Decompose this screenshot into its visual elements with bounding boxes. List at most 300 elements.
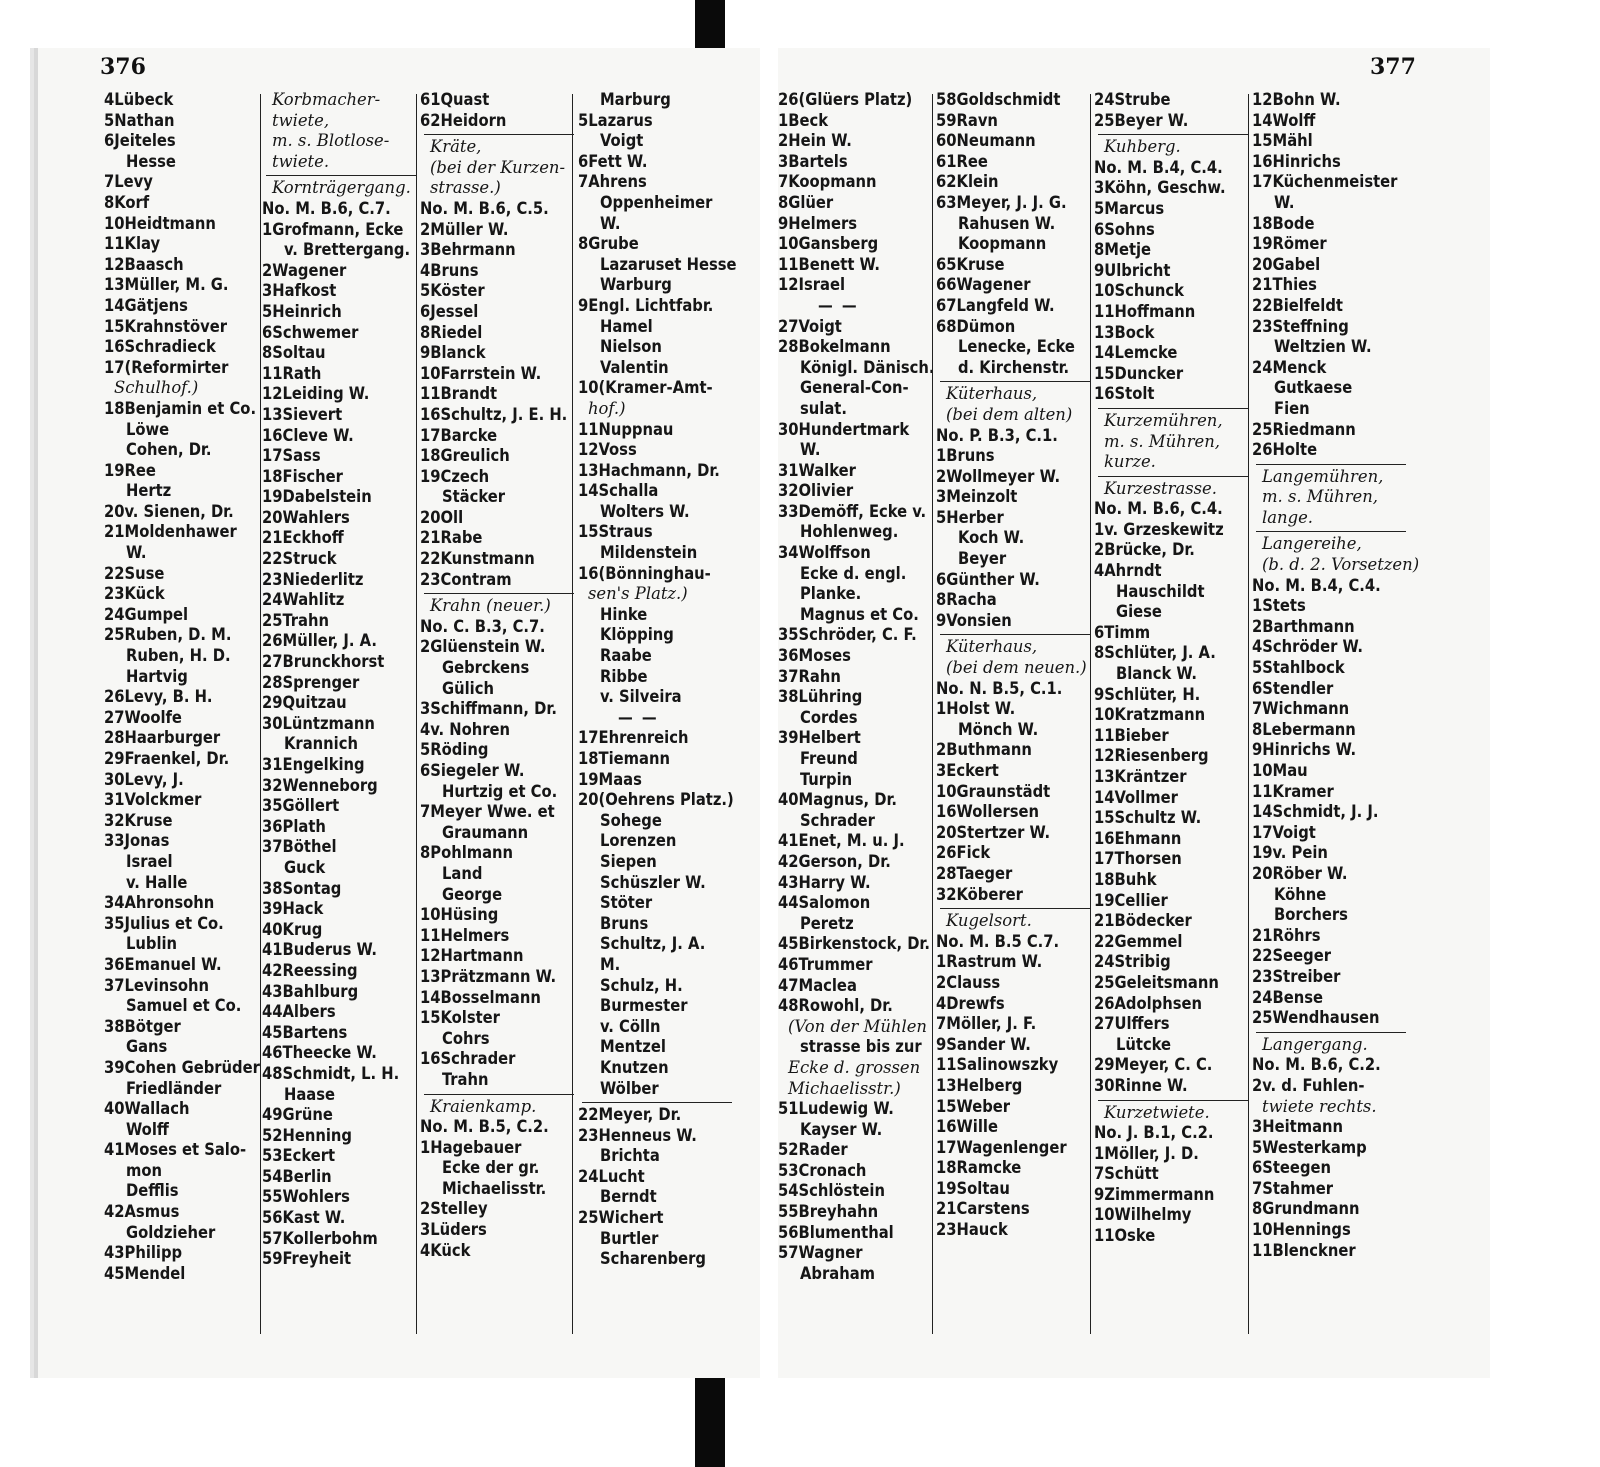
directory-entry: Schulz, H. <box>600 975 683 995</box>
section-rule <box>1256 464 1406 465</box>
directory-entry: 8Grube <box>578 234 639 254</box>
directory-entry: Stäcker <box>442 487 506 507</box>
directory-entry: 48Rowohl, Dr. <box>778 996 893 1016</box>
directory-entry: 34Ahronsohn <box>104 893 215 913</box>
directory-entry: Kurzestrasse. <box>1104 478 1217 498</box>
directory-entry: 9Engl. Lichtfabr. <box>578 295 714 315</box>
directory-entry: 28Taeger <box>936 863 1013 883</box>
directory-entry: No. C. B.3, C.7. <box>420 616 545 636</box>
directory-entry: 7Möller, J. F. <box>936 1014 1037 1034</box>
directory-entry: Cohen, Dr. <box>126 440 212 460</box>
directory-entry: (b. d. 2. Vorsetzen) <box>1262 555 1420 575</box>
directory-entry: 17Barcke <box>420 425 498 445</box>
directory-entry: Korbmacher- <box>272 90 381 109</box>
directory-entry: — — <box>818 295 859 315</box>
left-page <box>38 48 760 1378</box>
directory-entry: 3Eckert <box>936 761 999 780</box>
directory-entry: 7Meyer Wwe. et <box>420 802 555 822</box>
directory-entry: 11Nuppnau <box>578 419 674 439</box>
directory-entry: 2Brücke, Dr. <box>1094 540 1195 560</box>
directory-entry: 5Westerkamp <box>1252 1137 1367 1157</box>
directory-entry: Weltzien W. <box>1274 337 1372 357</box>
directory-entry: 7Koopmann <box>778 172 877 192</box>
directory-entry: 19Dabelstein <box>262 487 372 507</box>
directory-entry: 4Lübeck <box>104 90 174 109</box>
directory-entry: 27Voigt <box>778 316 842 336</box>
directory-entry: 42Reessing <box>262 960 358 980</box>
directory-entry: 17Küchenmeister <box>1252 172 1398 192</box>
directory-entry: M. <box>600 954 621 974</box>
directory-entry: Hertz <box>126 481 172 501</box>
directory-entry: 29Fraenkel, Dr. <box>104 749 230 768</box>
directory-entry: 25Beyer W. <box>1094 110 1189 130</box>
column-divider <box>260 94 261 1334</box>
directory-entry: 4v. Nohren <box>420 719 511 739</box>
directory-entry: Lenecke, Ecke <box>958 337 1075 357</box>
directory-entry: 45Mendel <box>104 1263 186 1283</box>
column-divider <box>1248 94 1249 1334</box>
directory-entry: 7Levy <box>104 172 153 192</box>
directory-entry: Klöpping <box>600 625 674 645</box>
directory-entry: Warburg <box>600 275 672 295</box>
directory-entry: 1Bruns <box>936 446 995 466</box>
directory-entry: 3Bartels <box>778 151 848 171</box>
directory-entry: 54Berlin <box>262 1166 332 1186</box>
directory-entry: 41Moses et Salo- <box>104 1140 247 1160</box>
directory-entry: 23Steffning <box>1252 316 1349 336</box>
directory-entry: 4Kück <box>420 1240 471 1260</box>
directory-entry: 46Theecke W. <box>262 1043 377 1063</box>
directory-entry: 4Bruns <box>420 260 479 280</box>
directory-entry: 4Drewfs <box>936 993 1005 1013</box>
directory-entry: 17Ehrenreich <box>578 728 689 748</box>
directory-entry: Schüszler W. <box>600 872 706 892</box>
directory-entry: 16Schradieck <box>104 337 216 357</box>
directory-entry: 9Helmers <box>778 213 858 233</box>
section-rule <box>424 593 574 594</box>
directory-entry: 13Kräntzer <box>1094 767 1187 786</box>
directory-entry: 5Herber <box>936 507 1004 527</box>
directory-entry: 13Bock <box>1094 322 1155 342</box>
directory-entry: 41Enet, M. u. J. <box>778 831 905 851</box>
directory-entry: Trahn <box>442 1069 489 1089</box>
directory-entry: 22Struck <box>262 549 337 569</box>
right-column-4 <box>1252 90 1419 1261</box>
directory-entry: 67Langfeld W. <box>936 295 1055 315</box>
directory-entry: 57Wagner <box>778 1243 863 1263</box>
directory-entry: 65Kruse <box>936 254 1005 274</box>
directory-entry: Blanck W. <box>1116 664 1197 684</box>
right-column-1 <box>778 90 935 1284</box>
directory-entry: m. s. Mühren, <box>1104 431 1220 451</box>
directory-entry: 24Lucht <box>578 1166 645 1186</box>
left-column-3 <box>420 90 574 1261</box>
directory-entry: 35Göllert <box>262 796 340 816</box>
directory-entry: Mildenstein <box>600 543 698 563</box>
directory-entry: Königl. Dänisch. <box>800 357 935 377</box>
directory-entry: Burtler <box>600 1228 659 1248</box>
directory-entry: No. M. B.6, C.7. <box>262 198 391 218</box>
directory-entry: 44Salomon <box>778 893 871 913</box>
directory-entry: Hamel <box>600 316 653 336</box>
directory-entry: 21Röhrs <box>1252 925 1321 945</box>
directory-entry: Brichta <box>600 1146 660 1166</box>
directory-entry: Knutzen <box>600 1057 669 1077</box>
directory-entry: 6Schwemer <box>262 322 359 342</box>
left-column-2 <box>262 90 416 1270</box>
directory-entry: 2Wagener <box>262 260 347 280</box>
directory-entry: 15Mähl <box>1252 131 1313 151</box>
directory-entry: 23Hauck <box>936 1220 1008 1240</box>
directory-entry: 6Stendler <box>1252 678 1334 698</box>
directory-entry: strasse.) <box>430 178 501 198</box>
directory-entry: Langereihe, <box>1262 534 1362 554</box>
directory-entry: 15Weber <box>936 1096 1011 1116</box>
directory-entry: No. M. B.6, C.2. <box>1252 1055 1381 1075</box>
column-divider <box>932 94 933 1334</box>
directory-entry: hof.) <box>588 398 626 418</box>
directory-entry: 16Ehmann <box>1094 828 1182 848</box>
directory-entry: 2Buthmann <box>936 740 1032 760</box>
directory-entry: 19Cellier <box>1094 890 1168 910</box>
section-rule <box>424 134 574 135</box>
directory-entry: Fien <box>1274 398 1310 418</box>
directory-entry: 6Fett W. <box>578 151 648 171</box>
directory-entry: 33Jonas <box>104 831 170 851</box>
directory-entry: 11Klay <box>104 234 161 254</box>
directory-entry: 8Grundmann <box>1252 1199 1360 1219</box>
directory-entry: 18Ramcke <box>936 1158 1022 1178</box>
directory-entry: 11Kramer <box>1252 781 1334 801</box>
directory-entry: 24Menck <box>1252 357 1327 377</box>
directory-entry: 37Rahn <box>778 666 841 686</box>
directory-entry: Köhne <box>1274 884 1327 904</box>
directory-entry: Israel <box>126 851 173 871</box>
directory-entry: 16Wollersen <box>936 802 1040 822</box>
directory-entry: 13Prätzmann W. <box>420 966 557 986</box>
directory-entry: 13Helberg <box>936 1075 1023 1095</box>
directory-entry: 26Müller, J. A. <box>262 631 377 651</box>
directory-entry: Gebrckens <box>442 658 530 678</box>
directory-entry: 20Wahlers <box>262 507 350 527</box>
directory-entry: 3Lüders <box>420 1220 487 1240</box>
directory-entry: 14Schmidt, J. J. <box>1252 802 1379 822</box>
directory-entry: 45Bartens <box>262 1022 348 1042</box>
column-divider <box>1090 94 1091 1334</box>
directory-entry: 11Bieber <box>1094 725 1169 745</box>
page-number-right: 377 <box>1370 54 1416 80</box>
directory-entry: 1Möller, J. D. <box>1094 1143 1199 1163</box>
directory-entry: 16Schrader <box>420 1049 516 1069</box>
directory-entry: 11Rath <box>262 363 322 383</box>
directory-entry: 60Neumann <box>936 131 1036 151</box>
directory-entry: 6Jeiteles <box>104 131 176 151</box>
directory-entry: 39Hack <box>262 899 324 919</box>
directory-entry: 9Zimmermann <box>1094 1184 1215 1204</box>
directory-entry: Ruben, H. D. <box>126 646 231 666</box>
directory-entry: 15Krahnstöver <box>104 316 228 336</box>
directory-entry: mon <box>126 1160 162 1180</box>
directory-entry: 3Köhn, Geschw. <box>1094 178 1226 198</box>
directory-entry: 31Engelking <box>262 755 365 774</box>
directory-entry: 37Levinsohn <box>104 975 209 995</box>
directory-entry: 40Magnus, Dr. <box>778 790 897 810</box>
directory-entry: m. s. Mühren, <box>1262 487 1378 507</box>
directory-entry: Planke. <box>800 584 862 604</box>
directory-entry: 9Ulbricht <box>1094 260 1171 280</box>
directory-entry: 41Buderus W. <box>262 940 378 960</box>
directory-entry: 8Racha <box>936 590 997 610</box>
directory-entry: 62Heidorn <box>420 110 507 130</box>
section-rule <box>266 175 416 176</box>
directory-entry: 11Brandt <box>420 384 498 404</box>
directory-entry: 5Röding <box>420 740 489 760</box>
directory-entry: 2Stelley <box>420 1199 488 1219</box>
directory-entry: Lublin <box>126 934 178 954</box>
directory-entry: (bei dem alten) <box>946 404 1073 424</box>
directory-entry: m. s. Blotlose- <box>272 131 390 151</box>
directory-entry: 57Kollerbohm <box>262 1228 378 1248</box>
directory-entry: 26Adolphsen <box>1094 993 1203 1013</box>
directory-entry: Goldzieher <box>126 1222 216 1242</box>
directory-entry: Kraienkamp. <box>430 1096 537 1116</box>
right-column-3 <box>1094 90 1248 1247</box>
directory-entry: Cohrs <box>442 1028 490 1048</box>
directory-entry: 14Wolff <box>1252 110 1316 130</box>
directory-entry: 17Voigt <box>1252 822 1316 842</box>
directory-entry: 21Bödecker <box>1094 911 1192 931</box>
directory-entry: 8Riedel <box>420 322 483 342</box>
directory-entry: 20(Oehrens Platz.) <box>578 790 734 810</box>
directory-entry: Langergang. <box>1262 1034 1368 1054</box>
directory-entry: 15Schultz W. <box>1094 808 1202 828</box>
directory-entry: Ecke der gr. <box>442 1158 540 1178</box>
directory-entry: Lazaruset Hesse <box>600 254 737 274</box>
directory-entry: 8Lebermann <box>1252 719 1356 739</box>
directory-entry: 14Gätjens <box>104 295 188 315</box>
directory-entry: Cordes <box>800 707 858 727</box>
right-page <box>778 48 1490 1378</box>
section-rule <box>940 381 1090 382</box>
directory-entry: Schulhof.) <box>114 378 199 398</box>
directory-entry: Wolters W. <box>600 501 690 521</box>
directory-entry: 23Kück <box>104 584 165 604</box>
directory-entry: 19Ree <box>104 460 156 480</box>
directory-entry: 2Barthmann <box>1252 616 1355 636</box>
directory-entry: 20Gabel <box>1252 254 1321 274</box>
directory-entry: 11Hoffmann <box>1094 301 1196 321</box>
directory-entry: General-Con- <box>800 378 909 398</box>
directory-entry: (bei dem neuen.) <box>946 658 1087 678</box>
directory-entry: 19Maas <box>578 769 642 789</box>
directory-entry: 12Bohn W. <box>1252 90 1341 109</box>
directory-entry: Haase <box>284 1084 336 1104</box>
directory-entry: 68Dümon <box>936 316 1016 336</box>
directory-entry: 16Wille <box>936 1117 998 1137</box>
directory-entry: 24Bense <box>1252 987 1324 1007</box>
directory-entry: 12Israel <box>778 275 846 295</box>
directory-entry: 6Steegen <box>1252 1158 1331 1178</box>
directory-entry: W. <box>126 543 147 563</box>
directory-entry: 12Voss <box>578 440 637 460</box>
directory-entry: 30Levy, J. <box>104 769 184 789</box>
directory-entry: Schultz, J. A. <box>600 934 706 954</box>
directory-entry: kurze. <box>1104 452 1156 472</box>
directory-entry: sen's Platz.) <box>588 584 688 604</box>
directory-entry: Krahn (neuer.) <box>430 596 551 616</box>
directory-entry: 16(Bönninghau- <box>578 563 711 583</box>
directory-entry: Sohege <box>600 810 662 830</box>
directory-entry: 44Albers <box>262 1002 336 1022</box>
directory-entry: 29Quitzau <box>262 693 347 713</box>
directory-entry: 2v. d. Fuhlen- <box>1252 1075 1365 1095</box>
directory-entry: Freund <box>800 749 858 768</box>
directory-entry: 48Schmidt, L. H. <box>262 1063 400 1083</box>
directory-entry: 19Czech <box>420 466 490 486</box>
directory-entry: v. Brettergang. <box>284 240 411 260</box>
directory-entry: 25Wendhausen <box>1252 1008 1380 1028</box>
directory-entry: 16Cleve W. <box>262 425 354 445</box>
directory-entry: 3Schiffmann, Dr. <box>420 699 557 719</box>
directory-entry: sulat. <box>800 398 847 418</box>
directory-entry: 10Farrstein W. <box>420 363 542 383</box>
directory-entry: Gans <box>126 1037 168 1057</box>
directory-entry: 10Schunck <box>1094 281 1184 301</box>
directory-entry: 47Maclea <box>778 975 857 995</box>
directory-entry: d. Kirchenstr. <box>958 357 1070 377</box>
directory-entry: 19Soltau <box>936 1178 1010 1198</box>
directory-entry: 14Vollmer <box>1094 787 1178 807</box>
directory-entry: 6Sohns <box>1094 219 1155 239</box>
directory-entry: 10Kratzmann <box>1094 705 1206 725</box>
directory-entry: v. Cölln <box>600 1016 661 1036</box>
directory-entry: 35Julius et Co. <box>104 913 224 933</box>
directory-entry: 10Graunstädt <box>936 781 1051 801</box>
directory-entry: 22Meyer, Dr. <box>578 1105 682 1125</box>
directory-entry: Beyer <box>958 549 1007 569</box>
directory-entry: Nielson <box>600 337 662 357</box>
directory-entry: 61Ree <box>936 151 988 171</box>
directory-entry: Kurzetwiete. <box>1104 1102 1210 1122</box>
directory-entry: 6Jessel <box>420 301 479 321</box>
directory-entry: Peretz <box>800 913 854 933</box>
directory-entry: Giese <box>1116 602 1162 622</box>
directory-entry: Wolff <box>126 1119 169 1139</box>
directory-entry: 21Carstens <box>936 1199 1030 1219</box>
directory-entry: 21Eckhoff <box>262 528 344 548</box>
directory-entry: Ecke d. engl. <box>800 563 907 583</box>
directory-entry: Turpin <box>800 769 853 789</box>
directory-entry: 36Moses <box>778 646 851 666</box>
directory-entry: (bei der Kurzen- <box>430 157 565 177</box>
directory-entry: 31Volckmer <box>104 790 202 810</box>
directory-entry: v. Silveira <box>600 687 682 707</box>
directory-entry: 16Hinrichs <box>1252 151 1341 171</box>
directory-entry: 2Clauss <box>936 972 1001 992</box>
directory-entry: W. <box>800 440 821 460</box>
directory-entry: Küterhaus, <box>946 384 1038 404</box>
directory-entry: Burmester <box>600 996 688 1016</box>
directory-entry: 15Duncker <box>1094 363 1184 383</box>
directory-entry: twiete, <box>272 110 330 130</box>
directory-entry: 5Heinrich <box>262 301 342 321</box>
section-rule <box>1098 134 1248 135</box>
directory-entry: 17Sass <box>262 446 321 466</box>
directory-entry: 2Glüenstein W. <box>420 637 546 657</box>
directory-entry: 35Schröder, C. F. <box>778 625 917 645</box>
directory-entry: Marburg <box>600 90 671 109</box>
directory-entry: 3Heitmann <box>1252 1117 1344 1137</box>
directory-entry: 58Goldschmidt <box>936 90 1061 109</box>
directory-entry: 27Ulffers <box>1094 1014 1170 1034</box>
right-column-2 <box>936 90 1090 1241</box>
directory-entry: No. M. B.5 C.7. <box>936 931 1060 951</box>
section-rule <box>940 908 1090 909</box>
directory-entry: No. M. B.5, C.2. <box>420 1117 549 1137</box>
directory-entry: No. J. B.1, C.2. <box>1094 1123 1214 1143</box>
directory-entry: No. N. B.5, C.1. <box>936 678 1063 698</box>
directory-entry: 25Riedmann <box>1252 419 1356 439</box>
directory-entry: Lütcke <box>1116 1034 1172 1054</box>
directory-entry: 37Böthel <box>262 837 337 857</box>
section-rule <box>424 1094 574 1095</box>
directory-entry: 42Gerson, Dr. <box>778 851 891 871</box>
directory-entry: 13Hachmann, Dr. <box>578 460 720 480</box>
directory-entry: Bruns <box>600 913 649 933</box>
directory-entry: 13Sievert <box>262 404 343 424</box>
directory-entry: 25Ruben, D. M. <box>104 625 232 645</box>
directory-entry: 21Moldenhawer <box>104 522 237 542</box>
directory-entry: 11Benett W. <box>778 254 881 274</box>
directory-entry: 32Olivier <box>778 481 854 501</box>
directory-entry: 28Bokelmann <box>778 337 891 357</box>
directory-entry: 7Stahmer <box>1252 1178 1334 1198</box>
directory-entry: Gülich <box>442 678 494 698</box>
directory-entry: 17(Reformirter <box>104 357 229 377</box>
directory-entry: Ribbe <box>600 666 648 686</box>
directory-entry: 26Levy, B. H. <box>104 687 213 707</box>
directory-entry: 34Wolffson <box>778 543 871 563</box>
directory-entry: Guck <box>284 857 326 877</box>
directory-entry: 9Blanck <box>420 343 486 363</box>
directory-entry: 5Lazarus <box>578 110 653 130</box>
directory-entry: 11Helmers <box>420 925 510 945</box>
directory-entry: 56Kast W. <box>262 1208 346 1228</box>
directory-entry: 10Hennings <box>1252 1220 1351 1240</box>
directory-entry: W. <box>600 213 621 233</box>
directory-entry: 10Hüsing <box>420 905 499 925</box>
directory-entry: 66Wagener <box>936 275 1031 295</box>
directory-entry: 3Meinzolt <box>936 487 1018 507</box>
directory-entry: No. M. B.4, C.4. <box>1252 575 1381 595</box>
directory-entry: Hesse <box>126 151 176 171</box>
directory-entry: 5Köster <box>420 281 485 301</box>
directory-entry: 26Holte <box>1252 440 1318 460</box>
directory-entry: 18Bode <box>1252 213 1315 233</box>
directory-entry: 9Hinrichs W. <box>1252 740 1357 760</box>
directory-entry: Koopmann <box>958 234 1047 254</box>
directory-entry: 6Siegeler W. <box>420 761 525 780</box>
directory-entry: 38Bötger <box>104 1016 181 1036</box>
directory-entry: Kuhberg. <box>1104 137 1181 157</box>
directory-entry: 7Wichmann <box>1252 699 1350 719</box>
directory-entry: 11Oske <box>1094 1226 1156 1246</box>
directory-entry: Ecke d. grossen <box>788 1057 921 1077</box>
column-divider <box>416 94 417 1334</box>
directory-entry: Löwe <box>126 419 170 439</box>
directory-entry: 36Plath <box>262 816 326 836</box>
directory-entry: 23Niederlitz <box>262 569 364 589</box>
